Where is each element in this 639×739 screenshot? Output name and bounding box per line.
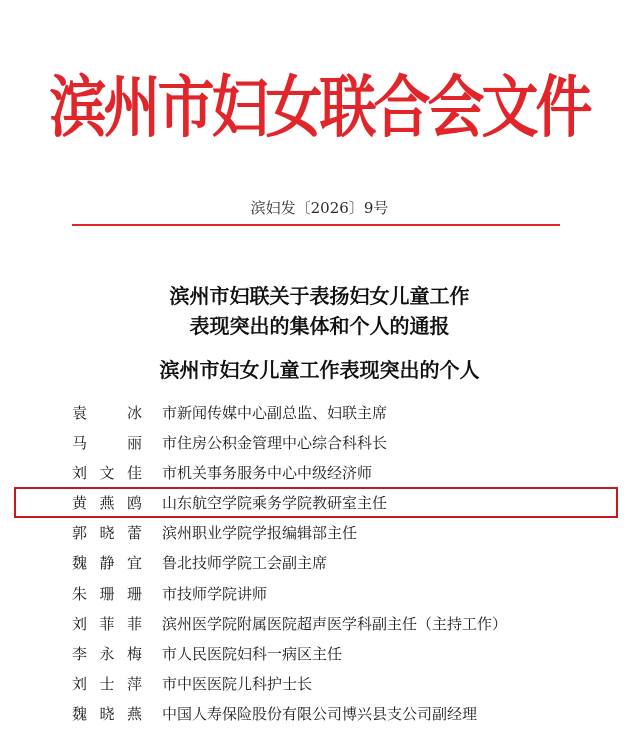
honoree-row (72, 639, 592, 669)
section-title: 滨州市妇女儿童工作表现突出的个人 (159, 358, 480, 382)
honoree-name: 李永梅 (72, 644, 142, 663)
honoree-row (72, 428, 592, 458)
highlight-box (14, 487, 618, 518)
honoree-row (72, 458, 592, 488)
honoree-row (72, 669, 592, 699)
honoree-role: 滨州职业学院学报编辑部主任 (162, 524, 358, 543)
honoree-role: 市住房公积金管理中心综合科科长 (162, 434, 388, 453)
honoree-role: 中国人寿保险股份有限公司博兴县支公司副经理 (162, 704, 478, 723)
honoree-row (72, 579, 592, 609)
honoree-name: 刘士萍 (72, 674, 142, 693)
honoree-role: 山东航空学院乘务学院教研室主任 (162, 494, 388, 513)
notice-title-line2: 表现突出的集体和个人的通报 (189, 314, 450, 338)
honoree-name: 刘菲菲 (72, 614, 142, 633)
honoree-row (72, 518, 592, 548)
notice-title-line1: 滨州市妇联关于表扬妇女儿童工作 (169, 284, 470, 308)
honoree-name: 郭晓蕾 (72, 524, 142, 543)
honoree-role: 市中医医院儿科护士长 (162, 674, 313, 693)
honoree-role: 滨州医学院附属医院超声医学科副主任（主持工作） (162, 614, 508, 633)
honoree-list (72, 398, 592, 729)
honoree-name: 马丽 (72, 434, 142, 453)
honoree-name: 朱珊珊 (72, 584, 142, 603)
honoree-name: 刘文佳 (72, 464, 142, 483)
honoree-role: 市机关事务服务中心中级经济师 (162, 464, 373, 483)
document-number: 滨妇发〔2026〕9号 (250, 199, 389, 217)
honoree-name: 袁冰 (72, 404, 142, 422)
honoree-name: 魏静宜 (72, 554, 142, 573)
honoree-role: 市人民医院妇科一病区主任 (162, 644, 343, 663)
honoree-name: 魏晓燕 (72, 704, 142, 723)
honoree-role: 市技师学院讲师 (162, 584, 268, 603)
honoree-row (72, 398, 592, 428)
document-masthead: 滨州市妇女联合会文件 (49, 69, 590, 148)
honoree-role: 市新闻传媒中心副总监、妇联主席 (162, 404, 388, 422)
honoree-row (72, 699, 592, 729)
honoree-role: 鲁北技师学院工会副主席 (162, 554, 328, 573)
honoree-name: 黄燕鸥 (72, 494, 142, 513)
honoree-row (72, 609, 592, 639)
honoree-row (72, 548, 592, 578)
masthead-divider (72, 224, 560, 226)
